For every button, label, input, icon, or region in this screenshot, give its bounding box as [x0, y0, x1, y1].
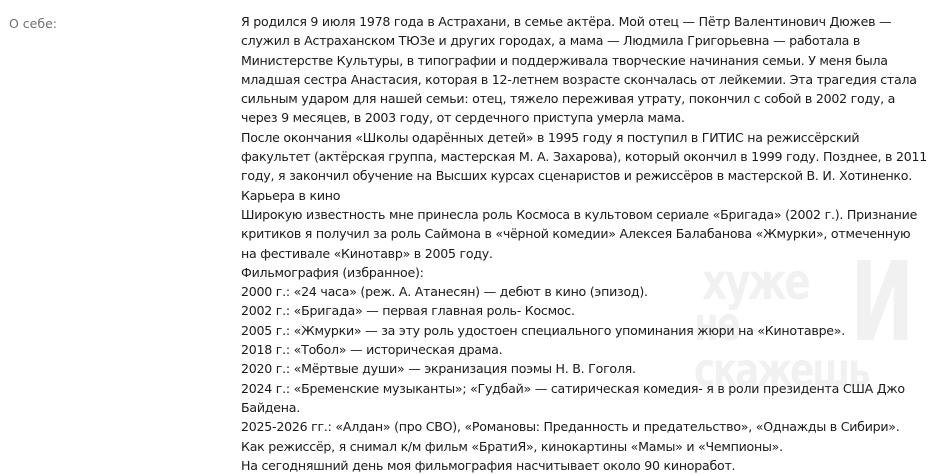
watermark-big-letter: И: [850, 238, 915, 366]
filmography-item-2018: 2018 г.: «Тобол» — историческая драма.: [241, 342, 503, 358]
about-text: [241, 12, 929, 475]
watermark-line-1: хуже: [702, 253, 809, 311]
watermark-line-2: не скажешь: [694, 297, 869, 397]
filmography-item-2000: 2000 г.: «24 часа» (реж. А. Атанесян) — дебют в кино (эпизод).: [241, 284, 648, 300]
filmography-item-2024: 2024 г.: «Бременские музыканты»; «Гудбай» — сатирическая комедия- я в роли президента США Джо Байдена.: [241, 380, 905, 415]
bio-paragraph-career: Широкую известность мне принесла роль Космоса в культовом сериале «Бригада» (2002 г.). Признание критиков я получил за роль Саймона в «чёрной комедии» Алексея Балабанова «Жмурки», отмеченную на фестивале «Кинотавр» в 2005 году.: [241, 206, 918, 261]
bio-paragraph-childhood: Я родился 9 июля 1978 года в Астрахани, в семье актёра. Мой отец — Пётр Валентинович Дюжев — служил в Астраханском ТЮЗе и других городах, а мама — Людмила Григорьевна — работала в Министерстве Культуры, в типографии и поддерживала творческие начинания семьи. У меня была младшая сестра Анастасия, которая в 12-летнем возрасте скончалась от лейкемии. Эта трагедия стала сильным ударом для нашей семьи: отец, тяжело переживая утрату, покончил с собой в 2002 году, а через 9 месяцев, в 2003 году, от сердечного приступа умерла мама.: [241, 14, 917, 126]
bio-paragraph-total: На сегодняшний день моя фильмография насчитывает около 90 киноработ.: [241, 457, 736, 473]
filmography-item-2002: 2002 г.: «Бригада» — первая главная роль- Космос.: [241, 303, 575, 319]
bio-heading-career: Карьера в кино: [241, 187, 341, 203]
filmography-item-2025-2026: 2025-2026 гг.: «Алдан» (про СВО), «Романовы: Преданность и предательство», «Однажды в Сибири».: [241, 419, 900, 435]
bio-paragraph-director: Как режиссёр, я снимал к/м фильм «БратиЯ», кинокартины «Мамы» и «Чемпионы».: [241, 438, 783, 454]
bio-heading-filmography: Фильмография (избранное):: [241, 264, 424, 280]
about-label: О себе:: [9, 16, 57, 31]
filmography-item-2020: 2020 г.: «Мёртвые души» — экранизация поэмы Н. В. Гоголя.: [241, 361, 636, 377]
filmography-item-2005: 2005 г.: «Жмурки» — за эту роль удостоен специального упоминания жюри на «Кинотавре».: [241, 322, 846, 338]
bio-paragraph-education: После окончания «Школы одарённых детей» в 1995 году я поступил в ГИТИС на режиссёрский факультет (актёрская группа, мастерская М. А. Захарова), который окончил в 1999 году. Позднее, в 2011 году, я закончил обучение на Высших курсах сценаристов и режиссёров в мастерской В. И. Хотиненко.: [241, 129, 928, 184]
